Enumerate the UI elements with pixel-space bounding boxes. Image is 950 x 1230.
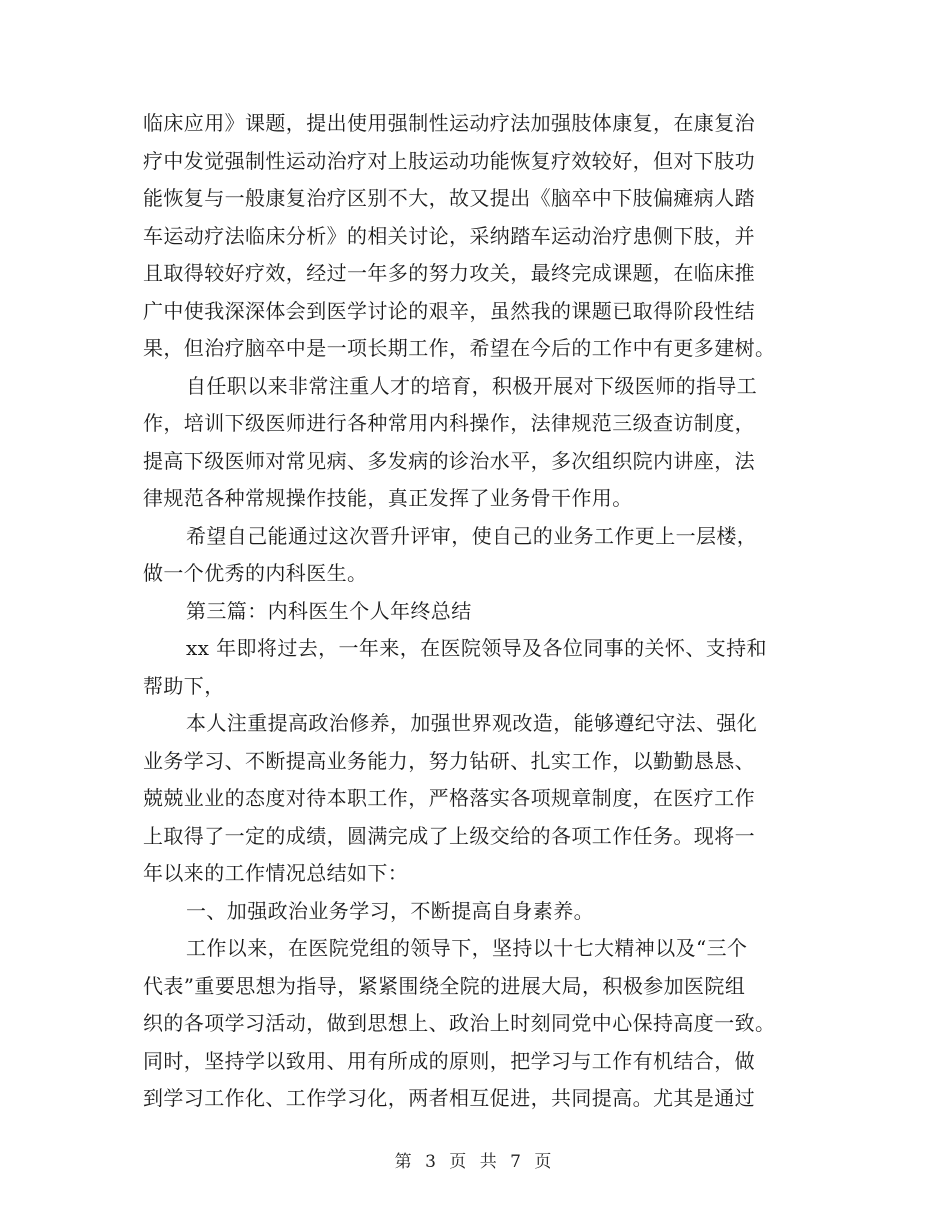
text-line: 织的各项学习活动，做到思想上、政治上时刻同党中心保持高度一致。 — [143, 1011, 776, 1035]
text-line: 疗中发觉强制性运动治疗对上肢运动功能恢复疗效较好，但对下肢功 — [143, 148, 755, 173]
page-footer: 第 3 页 共 7 页 — [394, 1152, 556, 1172]
text-line: xx 年即将过去，一年来，在医院领导及各位同事的关怀、支持和 — [186, 636, 767, 660]
text-line: 能恢复与一般康复治疗区别不大，故又提出《脑卒中下肢偏瘫病人踏 — [143, 186, 755, 210]
text-line: 临床应用》课题，提出使用强制性运动疗法加强肢体康复，在康复治 — [143, 111, 755, 135]
document-body — [143, 105, 803, 1118]
text-line: 兢兢业业的态度对待本职工作，严格落实各项规章制度，在医疗工作 — [143, 786, 755, 810]
text-line: 帮助下， — [143, 673, 225, 698]
text-line: 上取得了一定的成绩，圆满完成了上级交给的各项工作任务。现将一 — [143, 823, 755, 848]
text-line: 到学习工作化、工作学习化，两者相互促进，共同提高。尤其是通过 — [143, 1086, 755, 1110]
text-line: 果，但治疗脑卒中是一项长期工作，希望在今后的工作中有更多建树。 — [143, 336, 776, 360]
text-line: 车运动疗法临床分析》的相关讨论，采纳踏车运动治疗患侧下肢，并 — [143, 223, 755, 248]
text-line: 同时，坚持学以致用、用有所成的原则，把学习与工作有机结合，做 — [143, 1048, 755, 1073]
text-line: 作，培训下级医师进行各种常用内科操作，法律规范三级查访制度， — [143, 411, 755, 435]
text-line: 且取得较好疗效，经过一年多的努力攻关，最终完成课题，在临床推 — [143, 261, 755, 285]
text-line: 希望自己能通过这次晋升评审，使自己的业务工作更上一层楼， — [186, 523, 758, 548]
text-line: 年以来的工作情况总结如下： — [143, 861, 409, 885]
text-line: 提高下级医师对常见病、多发病的诊治水平，多次组织院内讲座，法 — [143, 448, 755, 473]
text-line: 代表”重要思想为指导，紧紧围绕全院的进展大局，积极参加医院组 — [143, 973, 746, 998]
text-line: 广中使我深深体会到医学讨论的艰辛，虽然我的课题已取得阶段性结 — [143, 298, 755, 323]
text-line: 工作以来，在医院党组的领导下，坚持以十七大精神以及“三个 — [186, 936, 748, 960]
text-line: 做一个优秀的内科医生。 — [143, 561, 368, 585]
text-line: 律规范各种常规操作技能，真正发挥了业务骨干作用。 — [143, 486, 633, 510]
text-line: 本人注重提高政治修养，加强世界观改造，能够遵纪守法、强化 — [186, 711, 758, 735]
text-line: 业务学习、不断提高业务能力，努力钻研、扎实工作，以勤勤恳恳、 — [143, 748, 755, 773]
text-line: 一、加强政治业务学习，不断提高自身素养。 — [186, 898, 594, 923]
text-line: 自任职以来非常注重人才的培育，积极开展对下级医师的指导工 — [186, 373, 758, 398]
text-line: 第三篇：内科医生个人年终总结 — [186, 598, 472, 623]
